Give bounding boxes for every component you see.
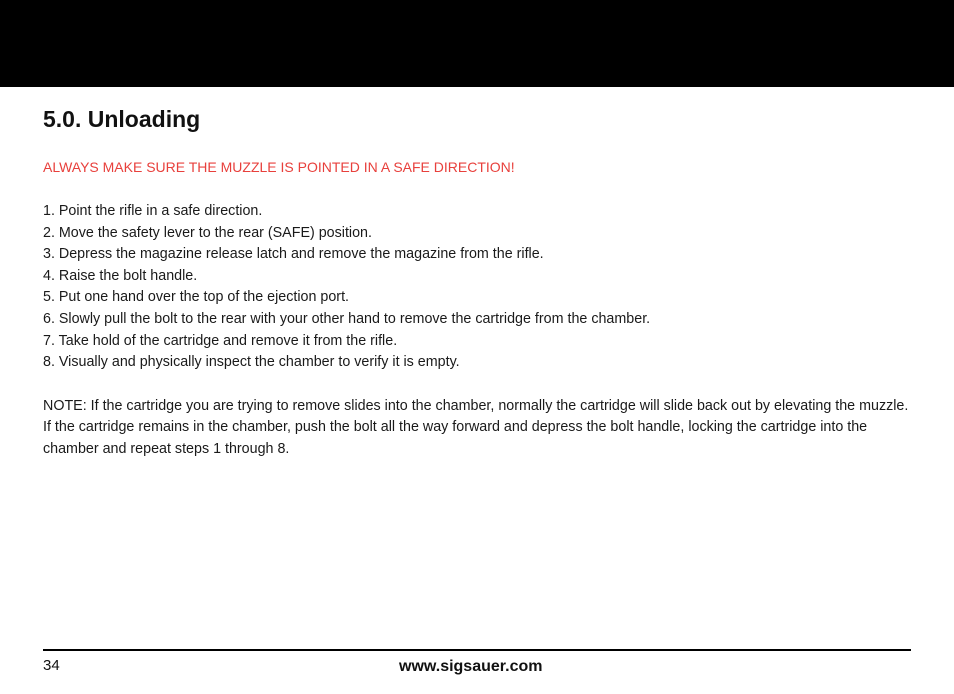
unloading-steps-list (43, 201, 911, 374)
note-paragraph: NOTE: If the cartridge you are trying to remove slides into the chamber, normally the cartridge will slide back out by elevating the muzzle. If the cartridge remains in the chamber, push the bolt all the way forward and depress the bolt handle, locking the cartridge into the chamber and repeat steps 1 through 8. (43, 397, 909, 457)
website-url: www.sigsauer.com (399, 658, 543, 675)
step-item: 3. Depress the magazine release latch and remove the magazine from the rifle. (43, 246, 544, 263)
section-title: 5.0. Unloading (43, 106, 201, 132)
safety-warning: ALWAYS MAKE SURE THE MUZZLE IS POINTED IN A SAFE DIRECTION! (43, 159, 515, 175)
step-item: 1. Point the rifle in a safe direction. (43, 203, 263, 219)
step-item: 2. Move the safety lever to the rear (SAFE) position. (43, 224, 372, 241)
step-item: 4. Raise the bolt handle. (43, 267, 198, 284)
page-number: 34 (43, 657, 60, 674)
step-item: 8. Visually and physically inspect the chamber to verify it is empty. (43, 354, 460, 371)
header-band (0, 0, 954, 87)
step-item: 6. Slowly pull the bolt to the rear with your other hand to remove the cartridge from the chamber. (43, 310, 651, 327)
footer-divider (43, 649, 911, 651)
step-item: 7. Take hold of the cartridge and remove it from the rifle. (43, 332, 398, 349)
page-content (43, 104, 911, 461)
step-item: 5. Put one hand over the top of the ejection port. (43, 289, 350, 306)
